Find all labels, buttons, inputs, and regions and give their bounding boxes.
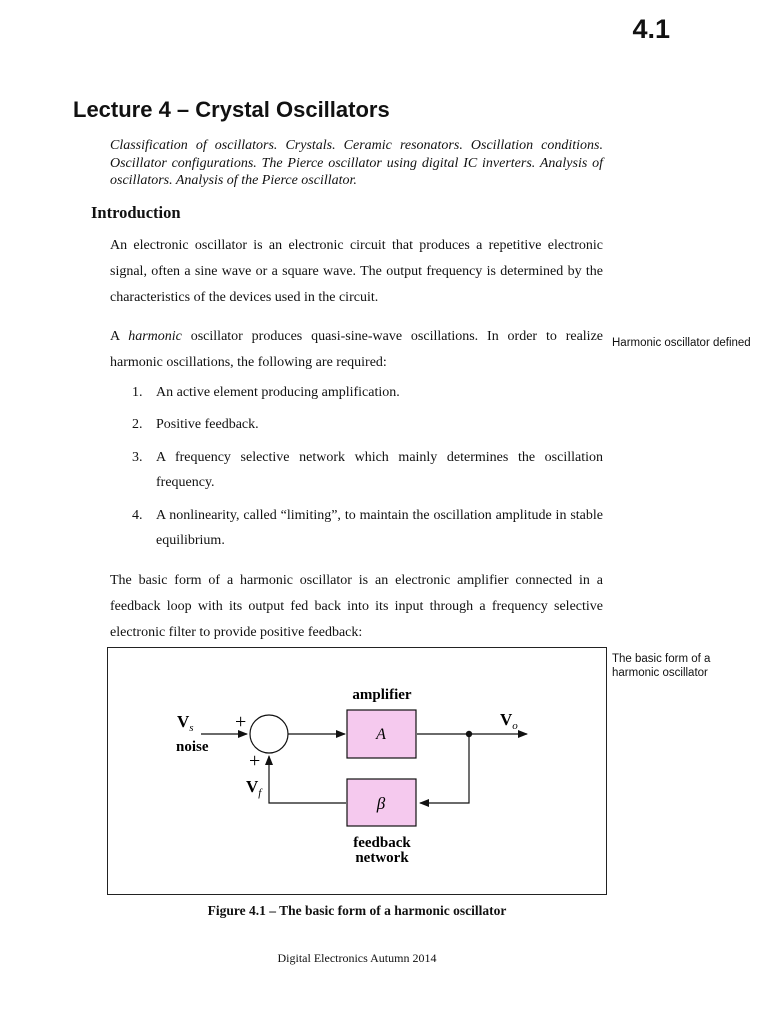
vo-label <box>500 710 518 732</box>
list-item-text: A nonlinearity, called “limiting”, to maintain the oscillation amplitude in stable equilibrium. <box>156 508 603 548</box>
figure-4-1 <box>107 647 607 895</box>
plus-top: + <box>235 711 247 733</box>
feedback-out-line <box>420 734 469 803</box>
para2-prefix: A <box>110 329 129 344</box>
list-item <box>110 445 603 495</box>
lecture-title: Lecture 4 – Crystal Oscillators <box>73 97 390 122</box>
noise-label: noise <box>176 739 209 755</box>
vo-main: V <box>500 710 513 729</box>
vf-label <box>246 777 263 799</box>
vs-sub: s <box>189 722 194 734</box>
list-item-number: 3. <box>132 450 143 465</box>
amplifier-label: amplifier <box>352 687 412 703</box>
intro-paragraph-3: The basic form of a harmonic oscillator is an electronic amplifier connected in a feedback loop with its output fed back into its input through a frequency selective electronic filter to provide positive feedback: <box>110 573 603 640</box>
feedback-label-line1: feedback <box>353 835 411 851</box>
feedback-symbol: β <box>376 794 386 813</box>
amp-symbol: A <box>376 726 386 743</box>
list-item-number: 4. <box>132 508 143 523</box>
intro-paragraph-1: An electronic oscillator is an electronic circuit that produces a repetitive electronic signal, often a sine wave or a square wave. The output frequency is determined by the characteristics of the devices used in the circuit. <box>110 238 603 305</box>
feedback-return-line <box>269 756 346 803</box>
margin-note-basic-form: The basic form of a harmonic oscillator <box>612 653 711 679</box>
junction-dot <box>466 731 472 737</box>
list-item-text: A frequency selective network which mainly determines the oscillation frequency. <box>156 450 603 490</box>
vo-sub: o <box>512 720 518 732</box>
harmonic-term: harmonic <box>128 329 182 344</box>
margin-note-harmonic-defined: Harmonic oscillator defined <box>612 337 751 349</box>
section-heading-introduction: Introduction <box>91 203 181 222</box>
oscillator-block-diagram <box>108 648 606 894</box>
vf-sub: f <box>258 787 262 799</box>
list-item <box>110 412 603 437</box>
vs-main: V <box>177 712 190 731</box>
list-item <box>110 503 603 553</box>
plus-bottom: + <box>249 750 261 772</box>
lecture-abstract: Classification of oscillators. Crystals. Ceramic resonators. Oscillation conditions. Oscillator configurations. The Pierce oscillator using digital IC inverters. Analysis of oscillators. Analysis of the Pierce oscillator. <box>110 138 603 188</box>
feedback-label-line2: network <box>355 850 409 866</box>
figure-caption: Figure 4.1 – The basic form of a harmonic oscillator <box>207 903 507 918</box>
vs-label <box>177 712 194 734</box>
requirements-list <box>110 380 603 553</box>
list-item-text: Positive feedback. <box>156 417 259 432</box>
vf-main: V <box>246 777 259 796</box>
page-number: 4.1 <box>632 14 670 44</box>
list-item <box>110 380 603 405</box>
para2-suffix: oscillator produces quasi-sine-wave oscillations. In order to realize harmonic oscillations, the following are required: <box>110 329 603 370</box>
list-item-number: 2. <box>132 417 143 432</box>
list-item-number: 1. <box>132 385 143 400</box>
list-item-text: An active element producing amplification. <box>156 385 400 400</box>
summing-junction <box>250 715 288 753</box>
page-footer: Digital Electronics Autumn 2014 <box>277 951 437 965</box>
intro-paragraph-2 <box>110 324 603 376</box>
